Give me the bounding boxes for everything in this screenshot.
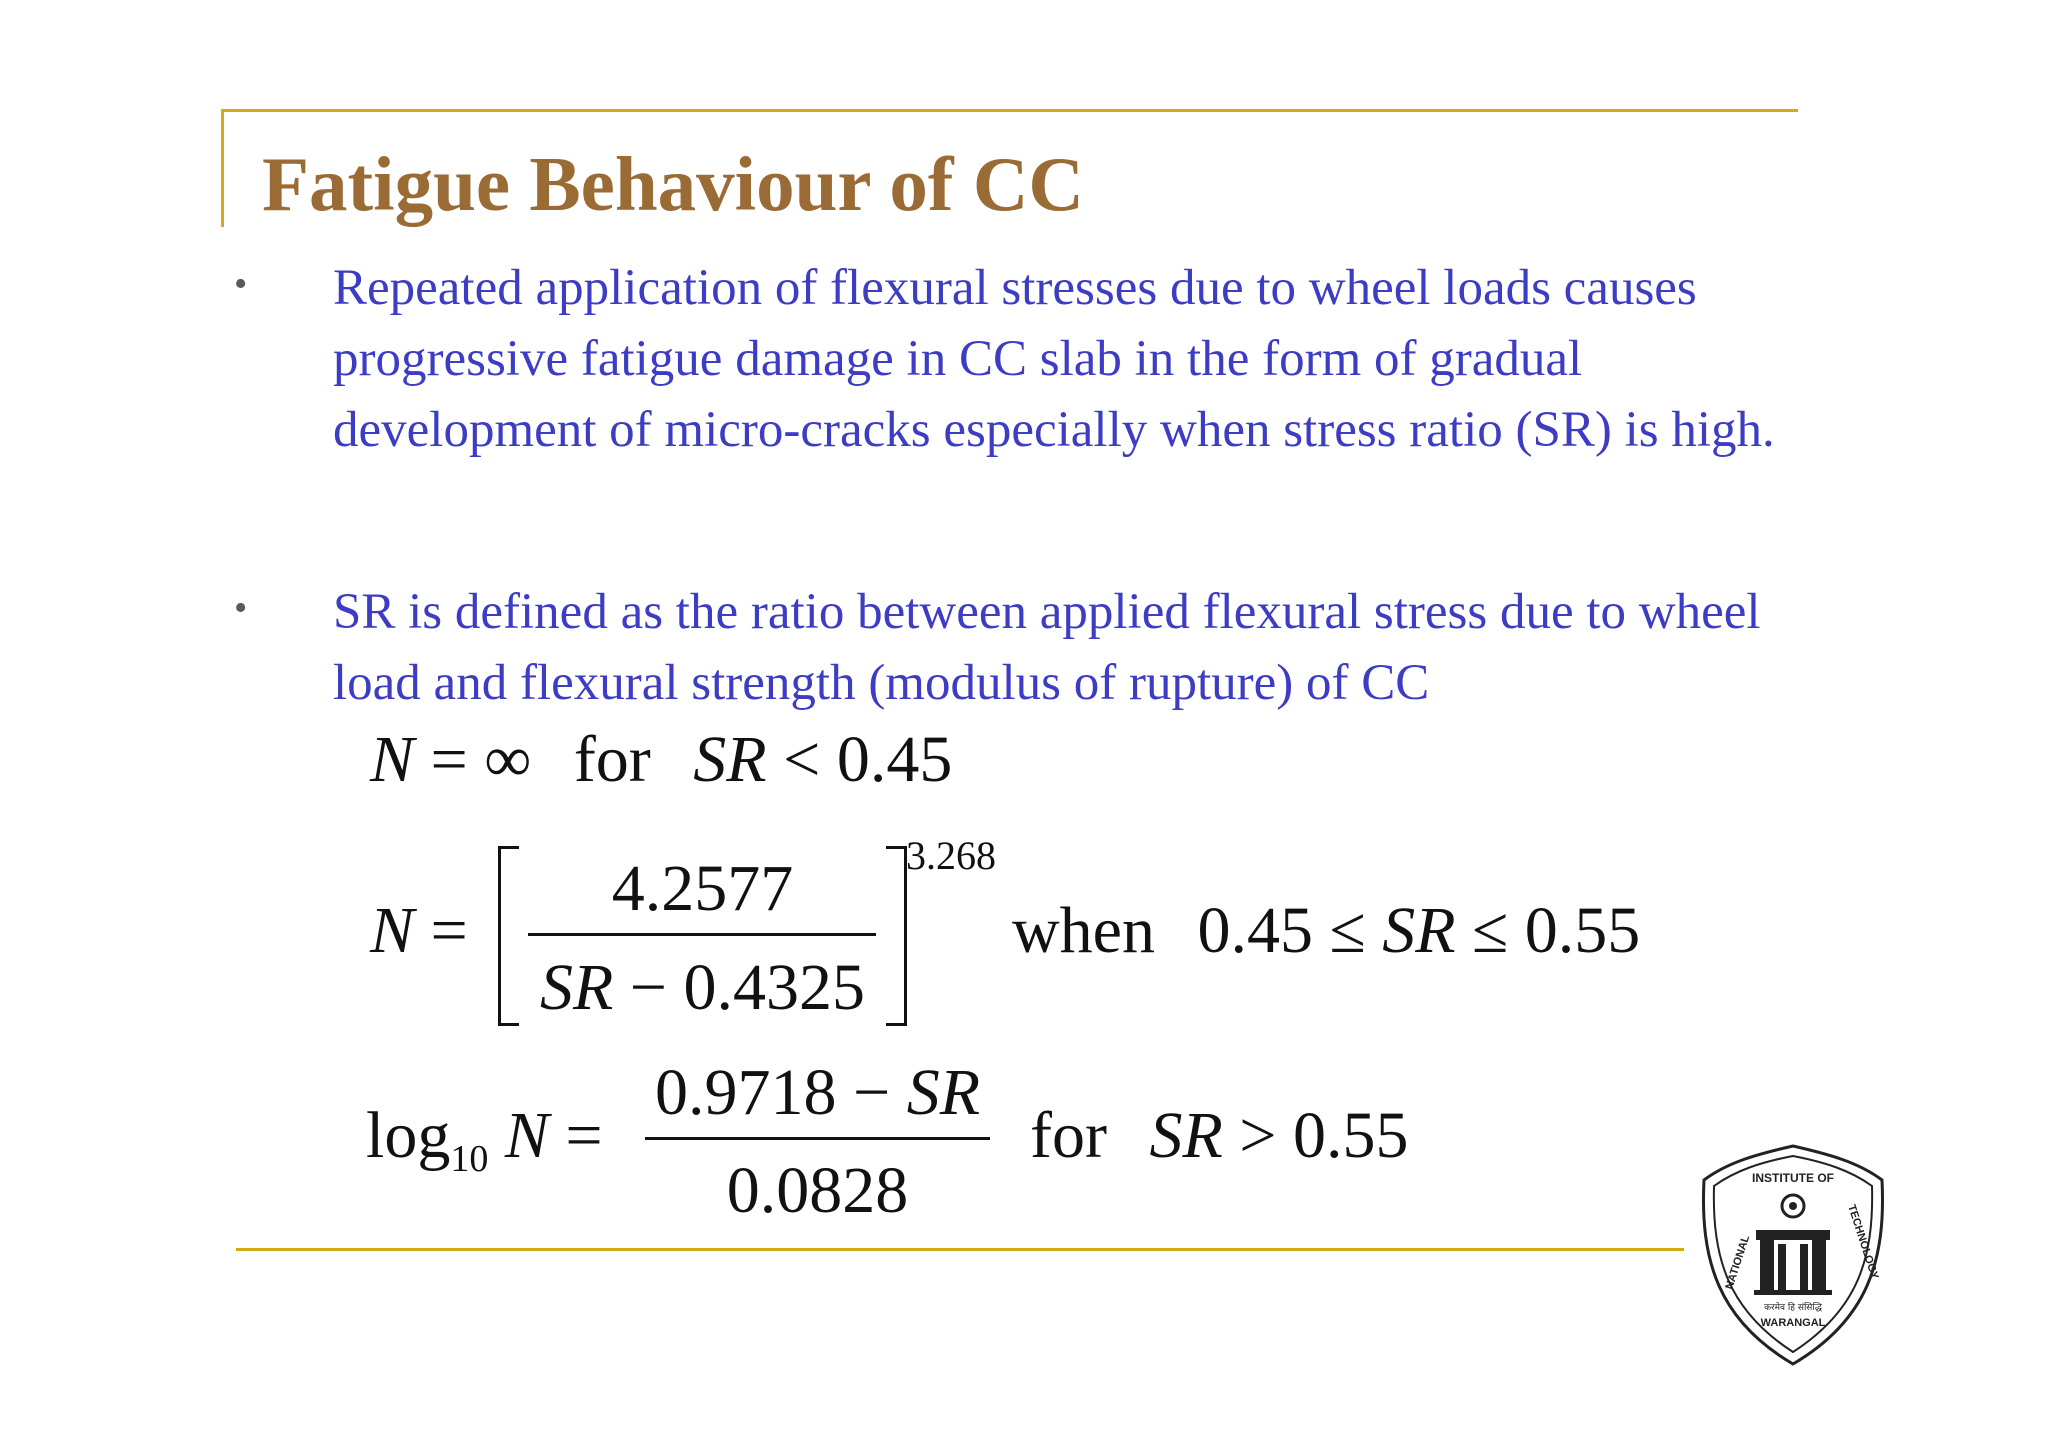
- eq2-equals: =: [430, 894, 468, 967]
- eq3-cond-var: SR: [1149, 1099, 1223, 1172]
- eq3-num-var: SR: [906, 1056, 981, 1129]
- eq3-log: log: [366, 1099, 451, 1172]
- eq3-lhs: N: [504, 1099, 549, 1172]
- eq2-cond-left: 0.45 ≤: [1197, 894, 1366, 967]
- eq1-cond-var: SR: [693, 723, 767, 796]
- eq2-denominator: [530, 951, 875, 1024]
- eq2-condition: [1012, 894, 1641, 967]
- eq2-numerator: 4.2577: [611, 852, 794, 925]
- eq2-cond-var: SR: [1382, 894, 1456, 967]
- eq3-num-left: 0.9718 −: [654, 1056, 891, 1129]
- eq3-denominator: 0.0828: [726, 1154, 909, 1227]
- frame-left-rule: [221, 109, 224, 227]
- eq2-exponent: 3.268: [906, 833, 996, 878]
- logo-bottom-text: WARANGAL: [1760, 1317, 1826, 1329]
- eq2-right-bracket: [886, 846, 907, 1026]
- bullet-text-1: Repeated application of flexural stresses due to wheel loads causes progressive fatigue damage in CC slab in the form of gradual development of micro-cracks especially when stress ratio (SR) is high.: [333, 260, 1775, 458]
- bullet-text-2: SR is defined as the ratio between applied flexural stress due to wheel load and flexural strength (modulus of rupture) of CC: [333, 584, 1761, 711]
- slide-title: Fatigue Behaviour of CC: [262, 141, 1085, 227]
- eq2-lhs: N: [370, 894, 415, 967]
- eq1-value: ∞: [484, 723, 532, 796]
- frame-bottom-rule: [236, 1248, 1684, 1251]
- frame-top-rule: [221, 109, 1798, 112]
- eq3-lhs-group: [366, 1099, 603, 1181]
- equation-1: [370, 723, 953, 796]
- bullet-marker: •: [234, 587, 248, 629]
- eq3-condition: [1030, 1099, 1409, 1172]
- bullet-marker: •: [234, 263, 248, 305]
- eq2-den-var: SR: [539, 951, 614, 1024]
- eq3-cond: > 0.55: [1239, 1099, 1409, 1172]
- logo-top-text: INSTITUTE OF: [1752, 1171, 1834, 1185]
- eq2-fraction-bar: [528, 933, 876, 936]
- eq2-lhs-group: [370, 894, 468, 967]
- eq2-word: when: [1012, 894, 1155, 967]
- eq3-word: for: [1030, 1099, 1107, 1172]
- eq1-equals: =: [430, 723, 468, 796]
- logo-motto: करमेव हि संसिद्धि: [1764, 1303, 1822, 1313]
- eq2-cond-right: ≤ 0.55: [1472, 894, 1641, 967]
- eq1-word: for: [573, 723, 651, 796]
- eq2-left-bracket: [498, 846, 519, 1026]
- eq3-equals: =: [565, 1099, 603, 1172]
- logo-right-text: TECHNOLOGY: [1845, 1203, 1881, 1281]
- eq2-den-rest: − 0.4325: [629, 951, 866, 1024]
- eq3-numerator: [645, 1056, 990, 1129]
- eq3-fraction-bar: [645, 1137, 990, 1140]
- eq1-cond: < 0.45: [783, 723, 953, 796]
- eq3-log-base: 10: [450, 1138, 489, 1181]
- logo-left-text: NATIONAL: [1723, 1233, 1753, 1291]
- eq1-lhs: N: [370, 723, 415, 796]
- nit-warangal-logo: [1698, 1140, 1888, 1370]
